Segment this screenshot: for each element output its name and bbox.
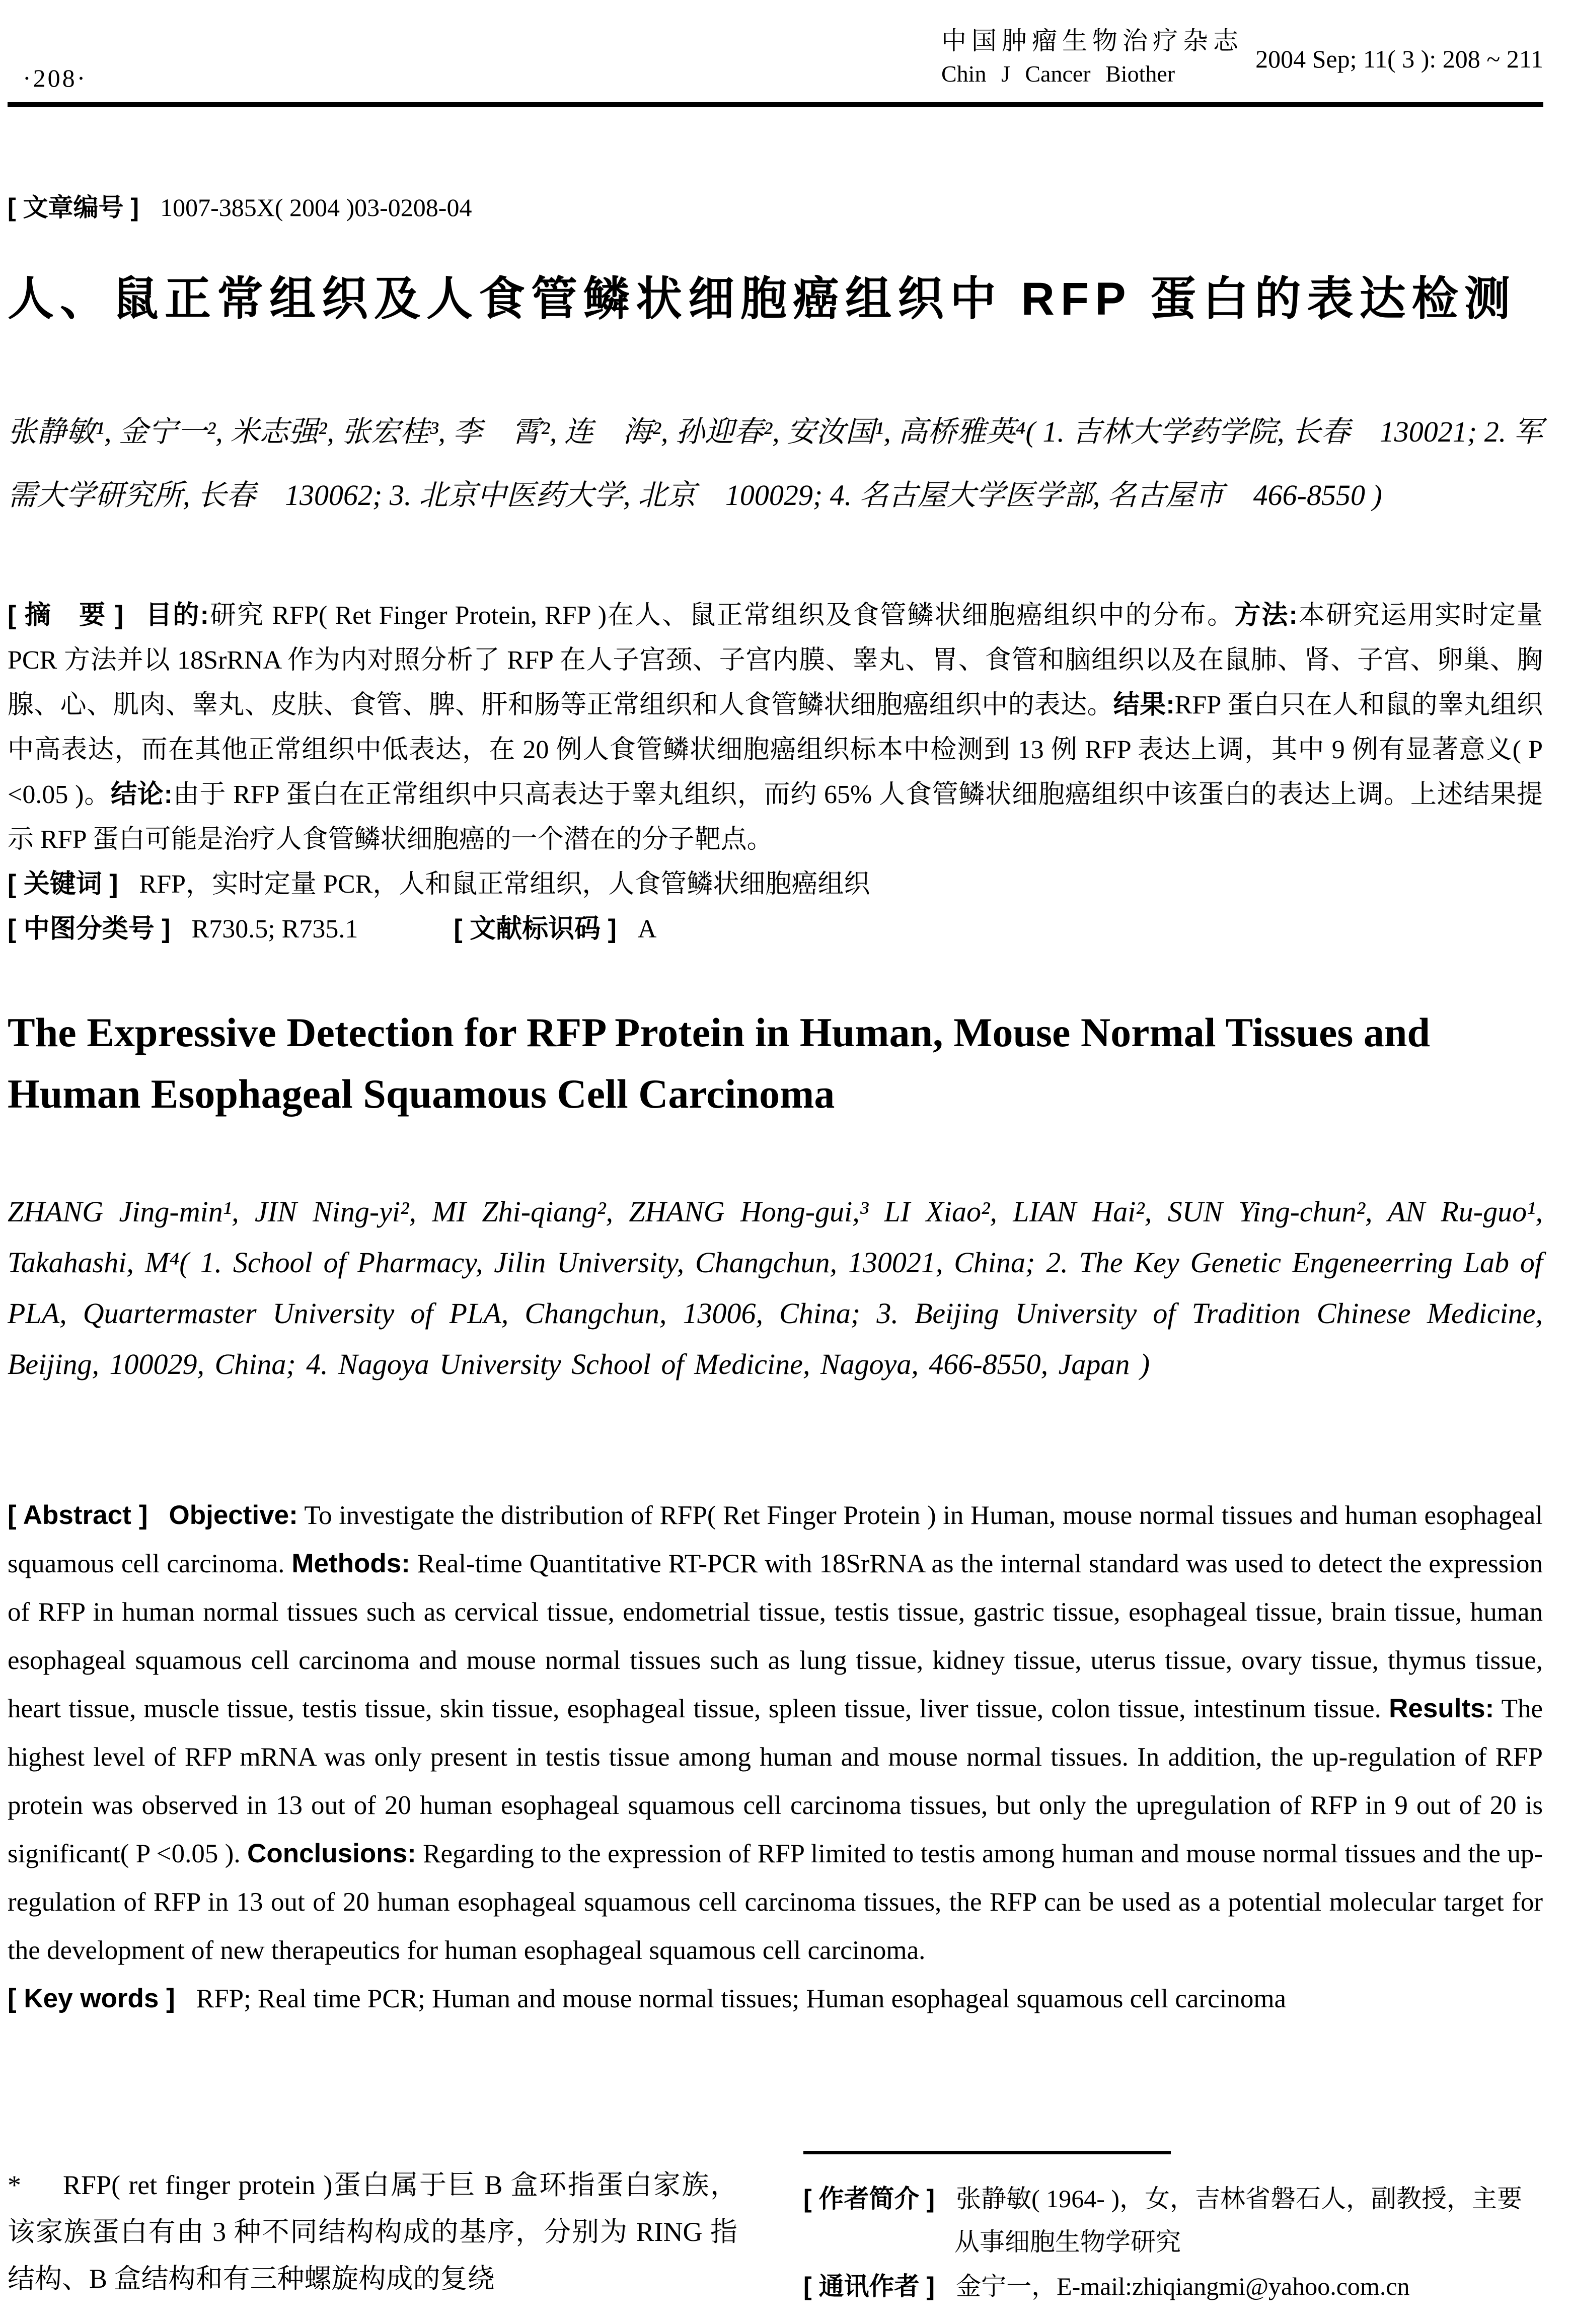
abstract-cn-head-objective: 目的: — [144, 601, 209, 630]
clc-line — [8, 907, 1543, 952]
article-title-en: The Expressive Detection for RFP Protein in Human, Mouse Normal Tissues and Human Esophageal Squamous Cell Carcinoma — [8, 1009, 1431, 1117]
abstract-cn-head-results: 结果: — [1113, 690, 1175, 719]
clc-value: R730.5; R735.1 — [191, 915, 358, 943]
abstract-en-head-conclusions: Conclusions: — [247, 1839, 416, 1868]
page-header — [8, 0, 1543, 101]
abstract-cn-head-methods: 方法: — [1234, 601, 1298, 630]
abstract-cn-text-objective: 研究 RFP( Ret Finger Protein, RFP )在人、鼠正常组织及食管鳞状细胞癌组织中的分布。 — [208, 601, 1235, 630]
abstract-cn-text-methods: 本研究运用实时定量 PCR 方法并以 18SrRNA 作为内对照分析了 RFP 在人子宫颈、子宫内膜、睾丸、胃、食管和脑组织以及在鼠肺、肾、子宫、卵巢、胸腺、心、肌肉、睾丸、皮肤、食管、脾、肝和肠等正常组织和人食管鳞状细胞癌组织中的表达。 — [8, 601, 1543, 719]
abstract-en — [8, 1491, 1543, 1975]
author-bio — [803, 2177, 1543, 2264]
doc-code-value: A — [637, 915, 657, 943]
corresponding-label: [ 通讯作者 ] — [803, 2272, 935, 2300]
keywords-en-value: RFP; Real time PCR; Human and mouse normal tissues; Human esophageal squamous cell carcinoma — [196, 1984, 1287, 2013]
abstract-en-text-objective: To investigate the distribution of RFP( Ret Finger Protein ) in Human, mouse normal tissues and human esophageal squamous cell carcinoma. — [8, 1501, 1543, 1578]
abstract-en-text-conclusions: Regarding to the expression of RFP limited to testis among human and mouse normal tissues and the up-regulation of RFP in 13 out of 20 human esophageal squamous cell carcinoma tissues, the RFP can be used as a potential molecular target for the development of new therapeutics for human esophageal squamous cell carcinoma. — [8, 1839, 1543, 1965]
abstract-cn-block — [8, 593, 1543, 952]
journal-titles — [941, 24, 1243, 91]
abstract-cn-head-conclusions: 结论: — [111, 780, 173, 809]
keywords-cn-value: RFP，实时定量 PCR，人和鼠正常组织，人食管鳞状细胞癌组织 — [139, 870, 870, 899]
abstract-cn-label: [ 摘 要 ] — [8, 601, 124, 630]
authors-cn: 张静敏¹, 金宁一², 米志强², 张宏桂³, 李 霄², 连 海², 孙迎春², 安汝国¹, 高桥雅英⁴( 1. 吉林大学药学院, 长春 130021; 2. 军需大学研究所, 长春 130062; 3. 北京中医药大学, 北京 100029; 4. 名古屋大学医学部, 名古屋市 466-8550 ) — [8, 415, 1543, 512]
abstract-en-text-results: The highest level of RFP mRNA was only present in testis tissue among human and mouse normal tissues. In addition, the up-regulation of RFP protein was observed in 13 out of 20 human esophageal squamous cell carcinoma tissues, but only the upregulation of RFP in 9 out of 20 is significant( P <0.05 ). — [8, 1694, 1543, 1868]
keywords-en — [8, 1975, 1543, 2023]
abstract-en-head-objective: Objective: — [169, 1500, 298, 1530]
abstract-cn-text-conclusions: 由于 RFP 蛋白在正常组织中只高表达于睾丸组织，而约 65% 人食管鳞状细胞癌组织中该蛋白的表达上调。上述结果提示 RFP 蛋白可能是治疗人食管鳞状细胞癌的一个潜在的分子靶点。 — [8, 780, 1543, 854]
footnote-separator — [803, 2151, 1171, 2154]
doc-code-label: [ 文献标识码 ] — [454, 914, 617, 943]
keywords-cn-label: [ 关键词 ] — [8, 869, 118, 899]
article-id-label: [ 文章编号 ] — [8, 193, 139, 222]
abstract-en-block — [8, 1491, 1543, 2023]
abstract-cn-text-results: RFP 蛋白只在人和鼠的睾丸组织中高表达，而在其他正常组织中低表达，在 20 例人食管鳞状细胞癌组织标本中检测到 13 例 RFP 表达上调，其中 9 例有显著意义( P <0.05 )。 — [8, 691, 1543, 809]
issue-info: 2004 Sep; 11( 3 ): 208 ~ 211 — [1255, 45, 1543, 73]
keywords-cn — [8, 862, 1543, 907]
journal-title-en: Chin J Cancer Biother — [941, 61, 1175, 87]
keywords-en-label: [ Key words ] — [8, 1984, 175, 2013]
article-id-line — [8, 187, 1543, 224]
corresponding-author — [803, 2265, 1543, 2308]
abstract-en-head-methods: Methods: — [291, 1549, 410, 1578]
clc-label: [ 中图分类号 ] — [8, 914, 171, 943]
authors-en: ZHANG Jing-min¹, JIN Ning-yi², MI Zhi-qiang², ZHANG Hong-gui,³ LI Xiao², LIAN Hai², SUN Ying-chun², AN Ru-guo¹, Takahashi, M⁴( 1. School of Pharmacy, Jilin University, Changchun, 130021, China; 2. The Key Genetic Engeneerring Lab of PLA, Quartermaster University of PLA, Changchun, 13006, China; 3. Beijing University of Tradition Chinese Medicine, Beijing, 100029, China; 4. Nagoya University School of Medicine, Nagoya, 466-8550, Japan ) — [8, 1195, 1543, 1381]
abstract-en-text-methods: Real-time Quantitative RT-PCR with 18SrRNA as the internal standard was used to detect the expression of RFP in human normal tissues such as cervical tissue, endometrial tissue, testis tissue, gastric tissue, esophageal tissue, brain tissue, human esophageal squamous cell carcinoma and mouse normal tissues such as lung tissue, kidney tissue, uterus tissue, ovary tissue, thymus tissue, heart tissue, muscle tissue, testis tissue, skin tissue, esophageal tissue, spleen tissue, liver tissue, colon tissue, intestinum tissue. — [8, 1549, 1543, 1723]
abstract-en-head-results: Results: — [1389, 1694, 1494, 1723]
journal-title-cn: 中国肿瘤生物治疗杂志 — [941, 27, 1243, 55]
article-id-value: 1007-385X( 2004 )03-0208-04 — [160, 193, 472, 222]
author-notes — [803, 2177, 1543, 2308]
header-rule — [8, 102, 1543, 107]
abstract-en-label: [ Abstract ] — [8, 1500, 148, 1530]
page-number: ·208· — [23, 64, 88, 92]
author-bio-label: [ 作者简介 ] — [803, 2185, 935, 2213]
footnote — [8, 2162, 737, 2302]
footnote-text: RFP( ret finger protein )蛋白属于巨 B 盒环指蛋白家族，该家族蛋白有由 3 种不同结构构成的基序，分别为 RING 指结构、B 盒结构和有三种螺旋构成的复绕 — [8, 2170, 737, 2294]
author-bio-text: 张静敏( 1964- )，女，吉林省磐石人，副教授，主要从事细胞生物学研究 — [954, 2185, 1523, 2256]
footnote-marker: * — [8, 2170, 21, 2200]
article-title-cn: 人、鼠正常组织及人食管鳞状细胞癌组织中 RFP 蛋白的表达检测 — [8, 273, 1517, 325]
abstract-cn — [8, 593, 1543, 862]
corresponding-text: 金宁一，E-mail:zhiqiangmi@yahoo.com.cn — [956, 2272, 1410, 2300]
